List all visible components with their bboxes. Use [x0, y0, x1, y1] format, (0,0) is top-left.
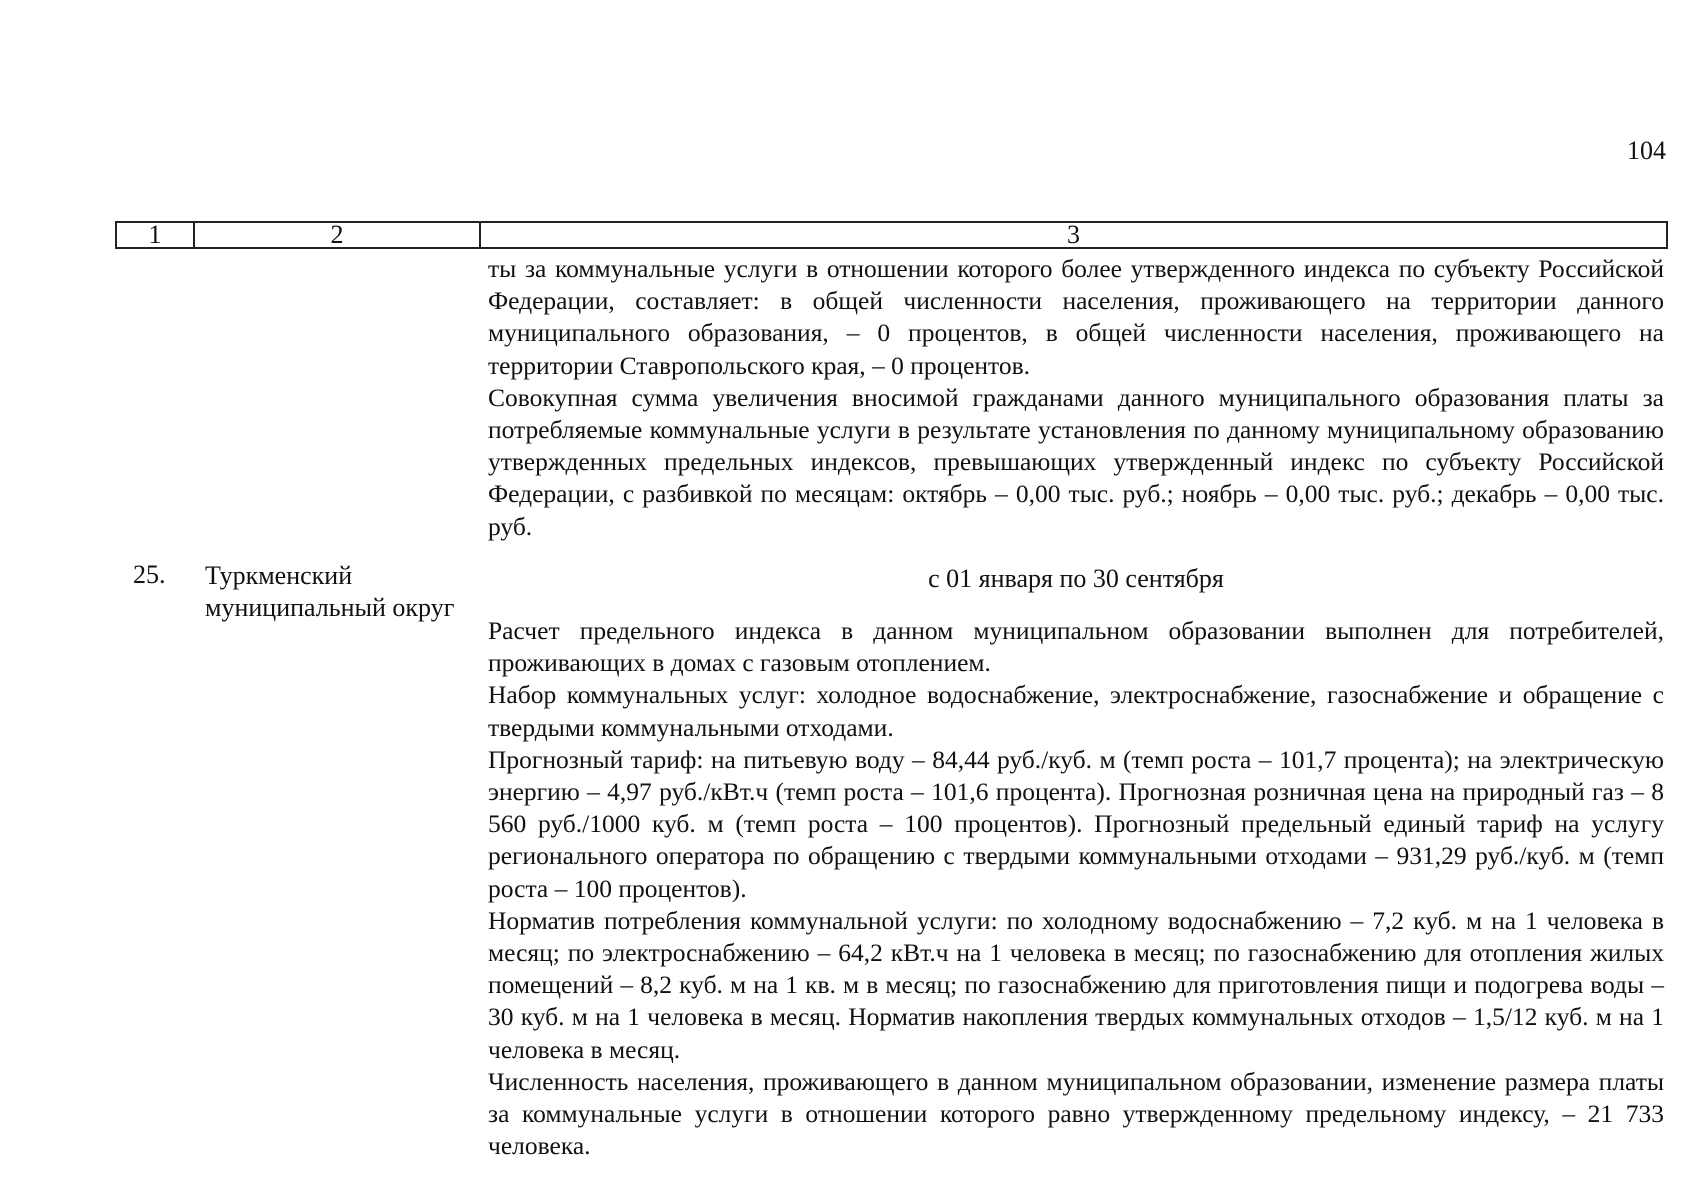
continuation-text-block [488, 253, 1664, 543]
table-header-row [115, 221, 1668, 249]
row-paragraph: Прогнозный тариф: на питьевую воду – 84,44 руб./куб. м (темп роста – 101,7 процента); на электрическую энергию – 4,97 руб./кВт.ч (темп роста – 101,6 процента). Прогнозная розничная цена на природный газ – 8 560 руб./1000 куб. м (темп роста – 100 процентов). Прогнозный предельный единый тариф на услугу регионального оператора по обращению с твердыми коммунальными отходами – 931,29 руб./куб. м (темп роста – 100 процентов). [488, 744, 1664, 903]
row-25-text-block [488, 615, 1664, 1162]
table-header-col-3: 3 [1067, 220, 1080, 249]
row-paragraph: Численность населения, проживающего в данном муниципальном образовании, изменение размера платы за коммунальные услуги в отношении которого равно утвержденному предельному индексу, – 21 733 человека. [488, 1066, 1664, 1161]
table-header-col-1: 1 [117, 223, 195, 247]
row-paragraph: Расчет предельного индекса в данном муниципальном образовании выполнен для потребителей, проживающих в домах с газовым отоплением. [488, 616, 1664, 678]
row-paragraph: Норматив потребления коммунальной услуги: по холодному водоснабжению – 7,2 куб. м на 1 человека в месяц; по электроснабжению – 64,2 кВт.ч на 1 человека в месяц; по газоснабжению для отопления жилых помещений – 8,2 куб. м на 1 кв. м в месяц; по газоснабжению для приготовления пищи и подогрева воды – 30 куб. м на 1 человека в месяц. Норматив накопления твердых коммунальных отходов – 1,5/12 куб. м на 1 человека в месяц. [488, 905, 1664, 1064]
table-header-col-2: 2 [195, 223, 481, 247]
row-number: 25. [133, 560, 166, 589]
continuation-paragraph: Совокупная сумма увеличения вносимой гражданами данного муниципального образования платы за потребляемые коммунальные услуги в результате установления по данному муниципальному образованию утвержденных предельных индексов, превышающих утвержденный индекс по субъекту Российской Федерации, с разбивкой по месяцам: октябрь – 0,00 тыс. руб.; ноябрь – 0,00 тыс. руб.; декабрь – 0,00 тыс. руб. [488, 382, 1664, 541]
period-heading: с 01 января по 30 сентября [928, 564, 1224, 593]
continuation-paragraph: ты за коммунальные услуги в отношении которого более утвержденного индекса по субъекту Российской Федерации, составляет: в общей численности населения, проживающего на территории данного муниципального образования, – 0 процентов, в общей численности населения, проживающего на территории Ставропольского края, – 0 процентов. [488, 254, 1664, 380]
page-number: 104 [1627, 136, 1666, 165]
row-paragraph: Набор коммунальных услуг: холодное водоснабжение, электроснабжение, газоснабжение и обращение с твердыми коммунальными отходами. [488, 680, 1664, 742]
municipality-name: Туркменский муниципальный округ [205, 561, 455, 622]
